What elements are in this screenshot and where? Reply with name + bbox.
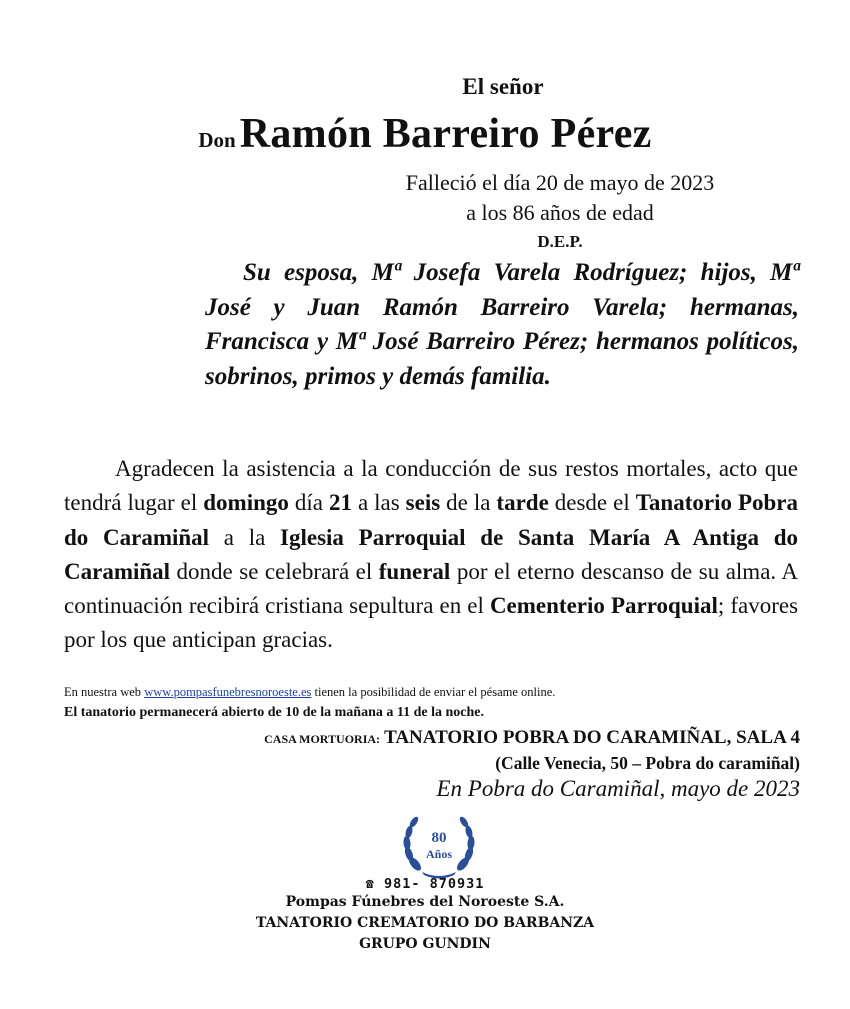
age-text: a los 86 años de edad — [466, 200, 654, 225]
casa-mortuoria — [50, 727, 800, 749]
service-text: día — [288, 490, 329, 516]
phone-number: 981- 870931 — [383, 876, 485, 892]
service-text: a la — [209, 524, 281, 550]
deceased-name: Ramón Barreiro Pérez — [239, 111, 652, 157]
logo-word: Años — [425, 847, 453, 861]
website-link[interactable]: www.pompasfunebresnoroeste.es — [144, 685, 312, 699]
deceased-name-line — [0, 110, 850, 158]
address: (Calle Venecia, 50 – Pobra do caramiñal) — [495, 753, 800, 773]
service-text: donde se celebrará el — [170, 558, 379, 584]
name-prefix: Don — [198, 128, 236, 152]
phone-icon: ☎ — [365, 876, 375, 892]
dep-text: D.E.P. — [537, 232, 583, 251]
service-text: a las — [351, 490, 406, 516]
company-name: Pompas Fúnebres del Noroeste S.A. — [285, 894, 565, 910]
service-text: ; favores por los que anticipan gracias. — [64, 593, 799, 653]
opening-hours: El tanatorio permanecerá abierto de 10 de la mañana a 11 de la noche. — [64, 705, 484, 720]
web-note — [64, 685, 824, 700]
service-text: Agradecen la asistencia a la conducción de sus restos mortales, acto que tendrá lugar el — [64, 456, 798, 516]
service-text: de la — [440, 490, 497, 516]
casa-value: TANATORIO POBRA DO CARAMIÑAL, SALA 4 — [384, 727, 800, 748]
phone-line — [0, 876, 850, 892]
service-origin: Tanatorio Pobra do Caramiñal — [64, 490, 799, 550]
service-funeral: funeral — [378, 558, 451, 584]
service-time-of-day: tarde — [496, 490, 549, 516]
heading-el-senor: El señor — [462, 74, 544, 99]
service-hour: seis — [405, 490, 441, 516]
service-day: domingo — [203, 490, 289, 516]
service-paragraph — [64, 452, 798, 658]
death-date: Falleció el día 20 de mayo de 2023 — [405, 170, 715, 195]
family-paragraph: Su esposa, Mª Josefa Varela Rodríguez; hijos, Mª José y Juan Ramón Barreiro Varela; hermanas, Francisca y Mª José Barreiro Pérez; hermanos políticos, sobrinos, primos y demás familia. — [205, 259, 799, 390]
casa-label: CASA MORTUORIA: — [264, 732, 381, 746]
place-date: En Pobra do Caramiñal, mayo de 2023 — [436, 776, 800, 801]
service-date: 21 — [328, 490, 352, 516]
service-text: desde el — [548, 490, 636, 516]
service-text: por el eterno descanso de su alma. A continuación recibirá cristiana sepultura en el — [64, 558, 798, 619]
laurel-wreath-icon — [398, 810, 480, 882]
service-cemetery: Cementerio Parroquial — [489, 593, 718, 619]
anniversary-logo — [398, 810, 480, 882]
web-note-text: tienen la posibilidad de enviar el pésame online. — [311, 685, 556, 699]
web-note-text: En nuestra web — [64, 685, 145, 699]
logo-number: 80 — [431, 830, 447, 846]
service-church: Iglesia Parroquial de Santa María A Antiga do Caramiñal — [64, 524, 798, 584]
group-name: GRUPO GUNDIN — [359, 936, 491, 952]
crematorium-name: TANATORIO CREMATORIO DO BARBANZA — [255, 915, 595, 931]
